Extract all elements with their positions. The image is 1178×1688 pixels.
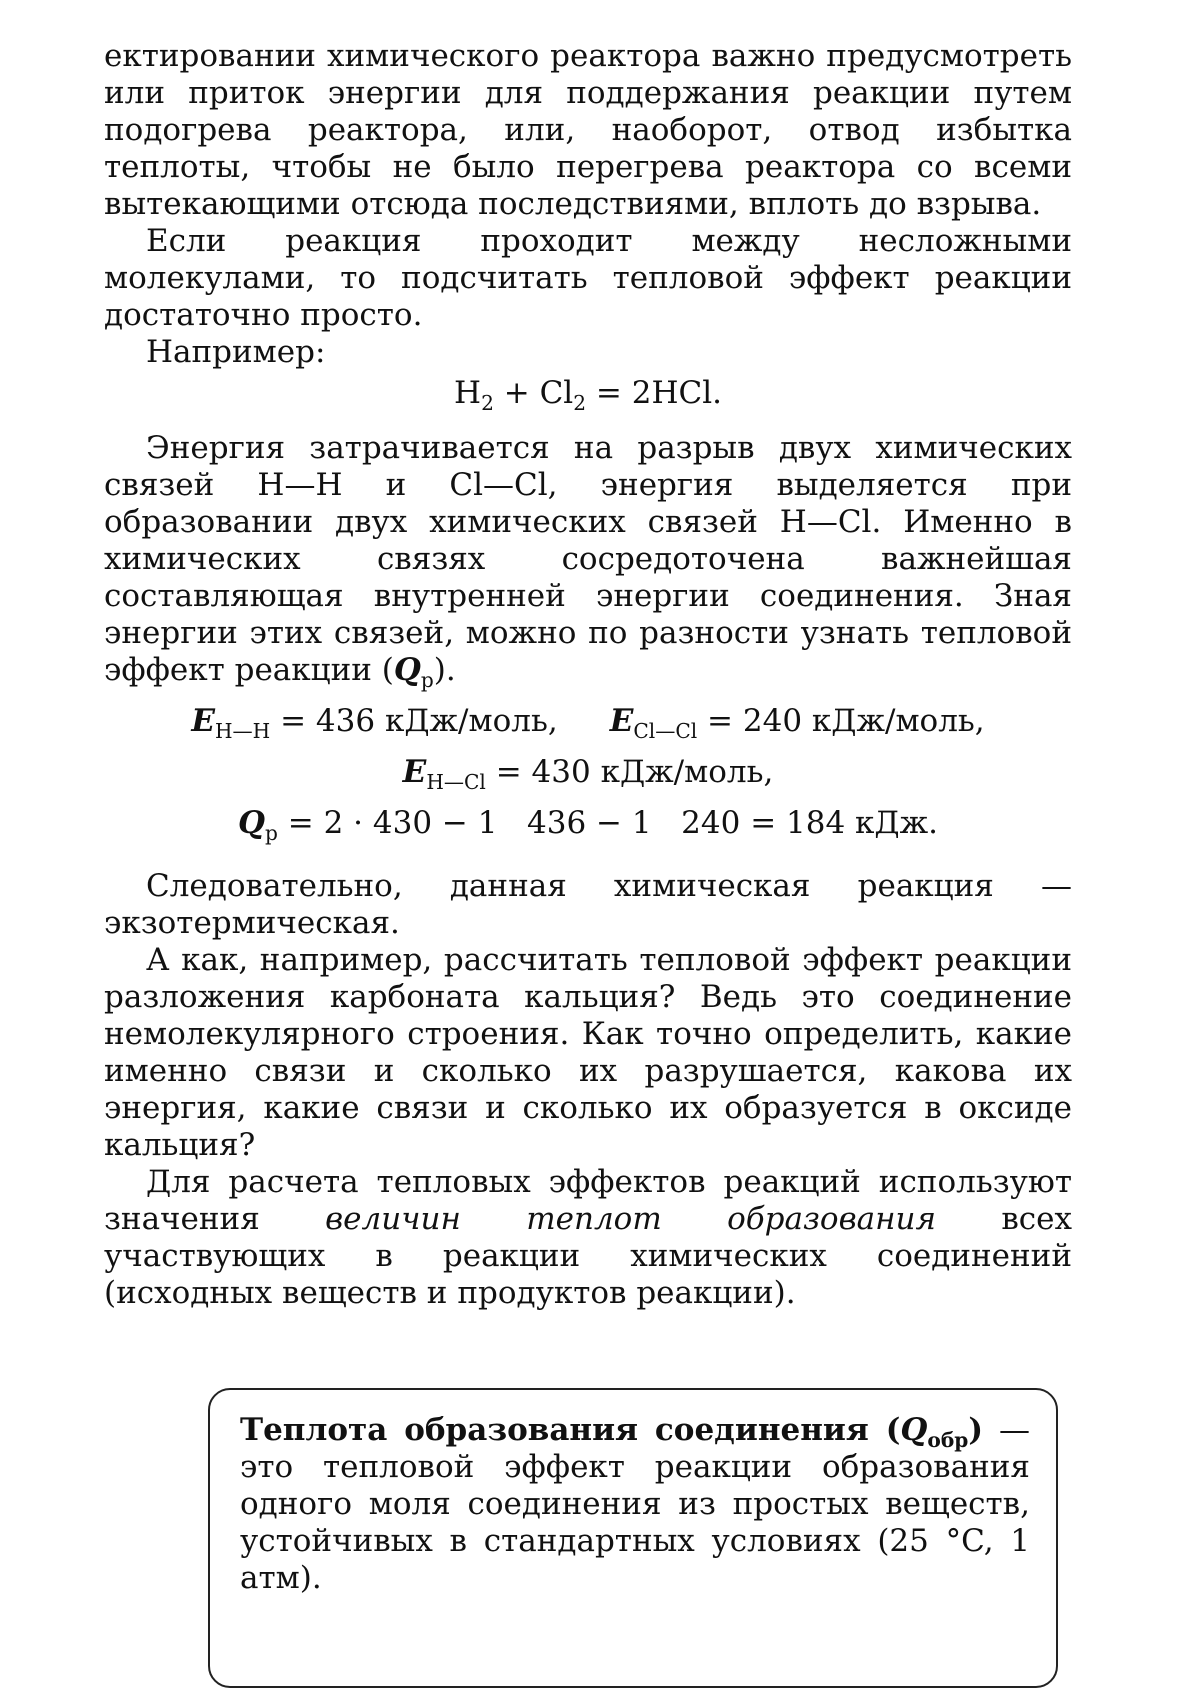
bond-energy-text: Энергия затрачивается на разрыв двух химических связей H—H и Cl—Cl, энергия выделяется при образовании двух химических связей H—Cl. Именно в химических связях сосредоточена важнейшая составляющая внутренней энергии соединения. Зная энергии этих связей, можно по разности узнать тепловой эффект реакции (: [104, 430, 1072, 688]
e-hcl-value: = 430 кДж/моль,: [485, 754, 774, 790]
e-clcl-symbol: E: [609, 703, 634, 739]
formation-heat-text-b: всех участвующих в реакции химических соединений (исходных веществ и продуктов реакции).: [104, 1201, 1072, 1311]
eq-plus-cl: + Cl: [493, 375, 574, 411]
paragraph-calcium-carbonate: А как, например, рассчитать тепловой эффект реакции разложения карбоната кальция? Ведь это соединение немолекулярного строения. Как точно определить, какие именно связи и сколько их разрушается, какова их энергия, какие связи и сколько их образуется в оксиде кальция?: [104, 942, 1072, 1163]
definition-text: — это тепловой эффект реакции образования одного моля соединения из простых веществ, устойчивых в стандартных условиях (25 °C, 1 атм).: [240, 1412, 1030, 1596]
e-clcl-sub: Cl—Cl: [633, 719, 698, 744]
definition-box: [208, 1388, 1058, 1688]
eq-h: H: [454, 375, 482, 411]
qp-calc-symbol: Q: [238, 805, 266, 841]
definition-q-sub: обр: [927, 1428, 969, 1453]
energies-line-2: [104, 754, 1072, 795]
definition-q-symbol: Q: [900, 1412, 928, 1448]
eq-cl-sub: 2: [573, 391, 587, 416]
paragraph-example-label: Например:: [146, 334, 326, 370]
paragraph-exothermic: Следовательно, данная химическая реакция — экзотермическая.: [104, 868, 1072, 941]
equation-h2-cl2: [104, 375, 1072, 416]
e-hh-value: = 436 кДж/моль,: [270, 703, 558, 739]
formation-heat-emphasis: величин теплот образования: [325, 1201, 936, 1237]
main-text: [104, 38, 1072, 1312]
energies-line-1: [104, 703, 1072, 744]
qp-calculation: [104, 805, 1072, 846]
qp-calc-sub: р: [265, 821, 278, 846]
formation-heat-text-a: Для расчета тепловых эффектов реакций используют значения: [104, 1164, 1072, 1237]
definition-term: Теплота образования соединения (: [240, 1412, 901, 1448]
qp-sub: р: [420, 668, 434, 693]
e-hh-sub: H—H: [214, 719, 271, 744]
e-hcl-symbol: E: [402, 754, 427, 790]
qp-symbol: Q: [393, 652, 421, 688]
paragraph-simple-molecules: Если реакция проходит между несложными молекулами, то подсчитать тепловой эффект реакции достаточно просто.: [104, 223, 1072, 333]
e-hcl-sub: H—Cl: [426, 770, 486, 795]
e-hh-symbol: E: [191, 703, 215, 739]
bond-energy-end: ).: [433, 652, 456, 688]
definition-term-end: ): [968, 1412, 984, 1448]
eq-rhs: = 2HCl.: [586, 375, 722, 411]
paragraph-reactor: ектировании химического реактора важно предусмотреть или приток энергии для поддержания реакции путем подогрева реактора, или, наоборот, отвод избытка теплоты, чтобы не было перегрева реактора со всеми вытекающими отсюда последствиями, вплоть до взрыва.: [104, 38, 1072, 222]
e-clcl-value: = 240 кДж/моль,: [697, 703, 985, 739]
paragraph-formation-heat: [104, 1164, 1072, 1312]
paragraph-bond-energy: [104, 430, 1072, 693]
eq-h-sub: 2: [481, 391, 494, 416]
qp-calc-value: = 2 · 430 − 1 436 − 1 240 = 184 кДж.: [277, 805, 938, 841]
